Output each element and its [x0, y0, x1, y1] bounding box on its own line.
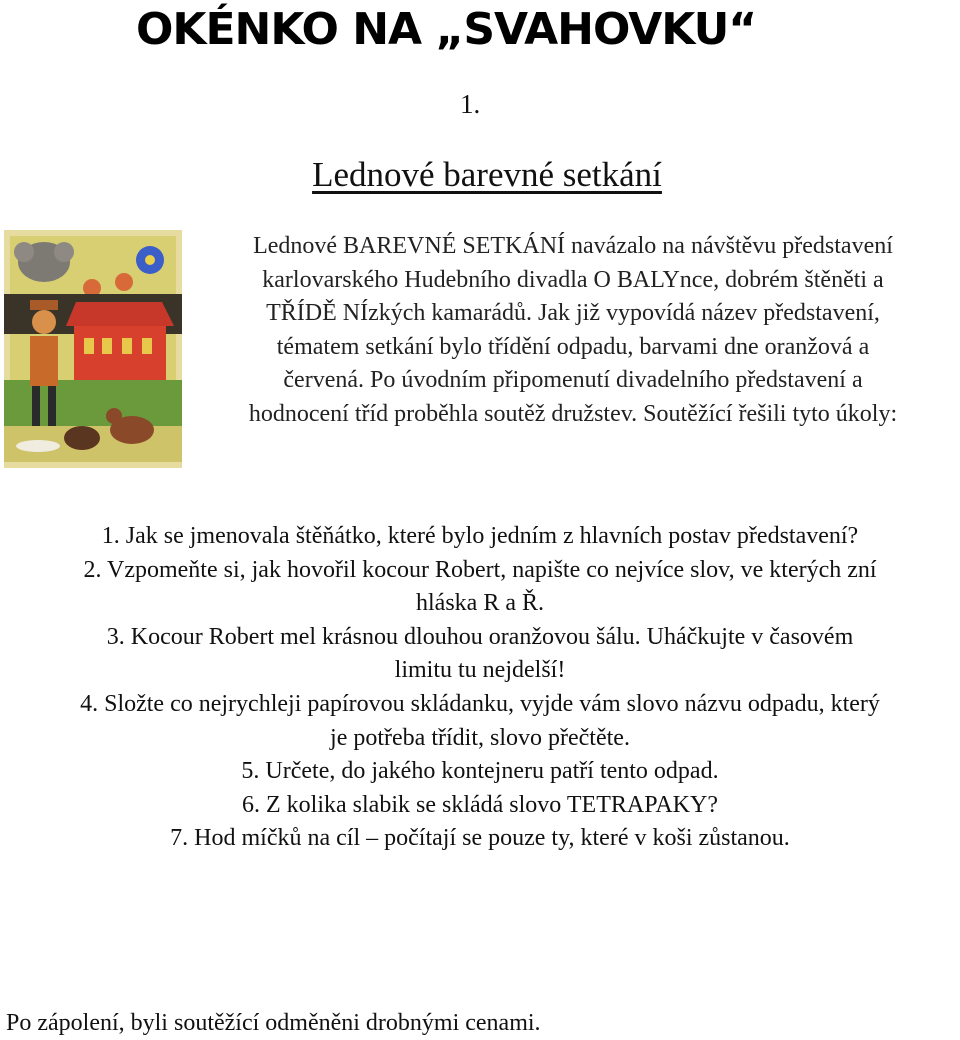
task-line: 5. Určete, do jakého kontejneru patří tento odpad. [241, 758, 719, 785]
dog-right-head [106, 408, 122, 424]
task-line: 6. Z kolika slabik se skládá slovo TETRAPAKY? [242, 791, 718, 818]
task-line: 4. Složte co nejrychleji papírovou skládanku, vyjde vám slovo názvu odpadu, který [80, 690, 880, 717]
intro-line: Lednové BAREVNÉ SETKÁNÍ navázalo na návštěvu představení [253, 233, 893, 259]
article-title: Lednové barevné setkání [312, 155, 662, 194]
intro-line: hodnocení tříd proběhla soutěž družstev. Soutěžící řešili tyto úkoly: [248, 400, 898, 427]
task-line: 3. Kocour Robert mel krásnou dlouhou oranžovou šálu. Uháčkujte v časovém [106, 623, 854, 650]
figure-leg-right [48, 386, 56, 426]
child-drawing-svg [4, 230, 182, 468]
figure-leg-left [32, 386, 40, 426]
house-window-1 [84, 338, 94, 354]
task-line: 7. Hod míčků na cíl – počítají se pouze ty, které v koši zůstanou. [170, 825, 790, 852]
intro-line: červená. Po úvodním připomenutí divadelního představení a [283, 367, 863, 394]
dog-left [64, 426, 100, 450]
closing-sentence: Po zápolení, byli soutěžící odměněni drobnými cenami. [6, 1010, 541, 1036]
intro-line: tématem setkání bylo třídění odpadu, barvami dne oranžová a [276, 333, 870, 360]
masthead-title: OKÉNKO NA „SVAHOVKU“ [136, 4, 757, 55]
issue-number: 1. [460, 89, 481, 119]
mouse-ear-left [14, 242, 34, 262]
figure-shadow [16, 440, 60, 452]
intro-paragraph [186, 230, 960, 432]
intro-line: karlovarského Hudebního divadla O BALYnce, dobrém štěněti a [262, 266, 884, 293]
figure-body [30, 336, 58, 386]
figure-hat [30, 300, 58, 310]
grass [4, 380, 182, 428]
task-line: limitu tu nejdelší! [394, 657, 566, 684]
task-list [0, 520, 960, 856]
illustration-image [4, 230, 182, 468]
task-line: hláska R a Ř. [416, 590, 544, 617]
task-line: je potřeba třídit, slovo přečtěte. [330, 724, 630, 751]
mouse-ear-right [54, 242, 74, 262]
house-window-2 [102, 338, 112, 354]
house-window-3 [122, 338, 132, 354]
flower-center [145, 255, 155, 265]
house-roof [66, 302, 174, 326]
intro-line: TŘÍDĚ NÍzkých kamarádů. Jak již vypovídá název představení, [266, 300, 880, 327]
flower-right [115, 273, 133, 291]
task-line: 1. Jak se jmenovala štěňátko, které bylo jedním z hlavních postav představení? [101, 523, 859, 549]
task-line: 2. Vzpomeňte si, jak hovořil kocour Robert, napište co nejvíce slov, ve kterých zní [83, 556, 877, 583]
house-window-4 [142, 338, 152, 354]
figure-head [32, 310, 56, 334]
